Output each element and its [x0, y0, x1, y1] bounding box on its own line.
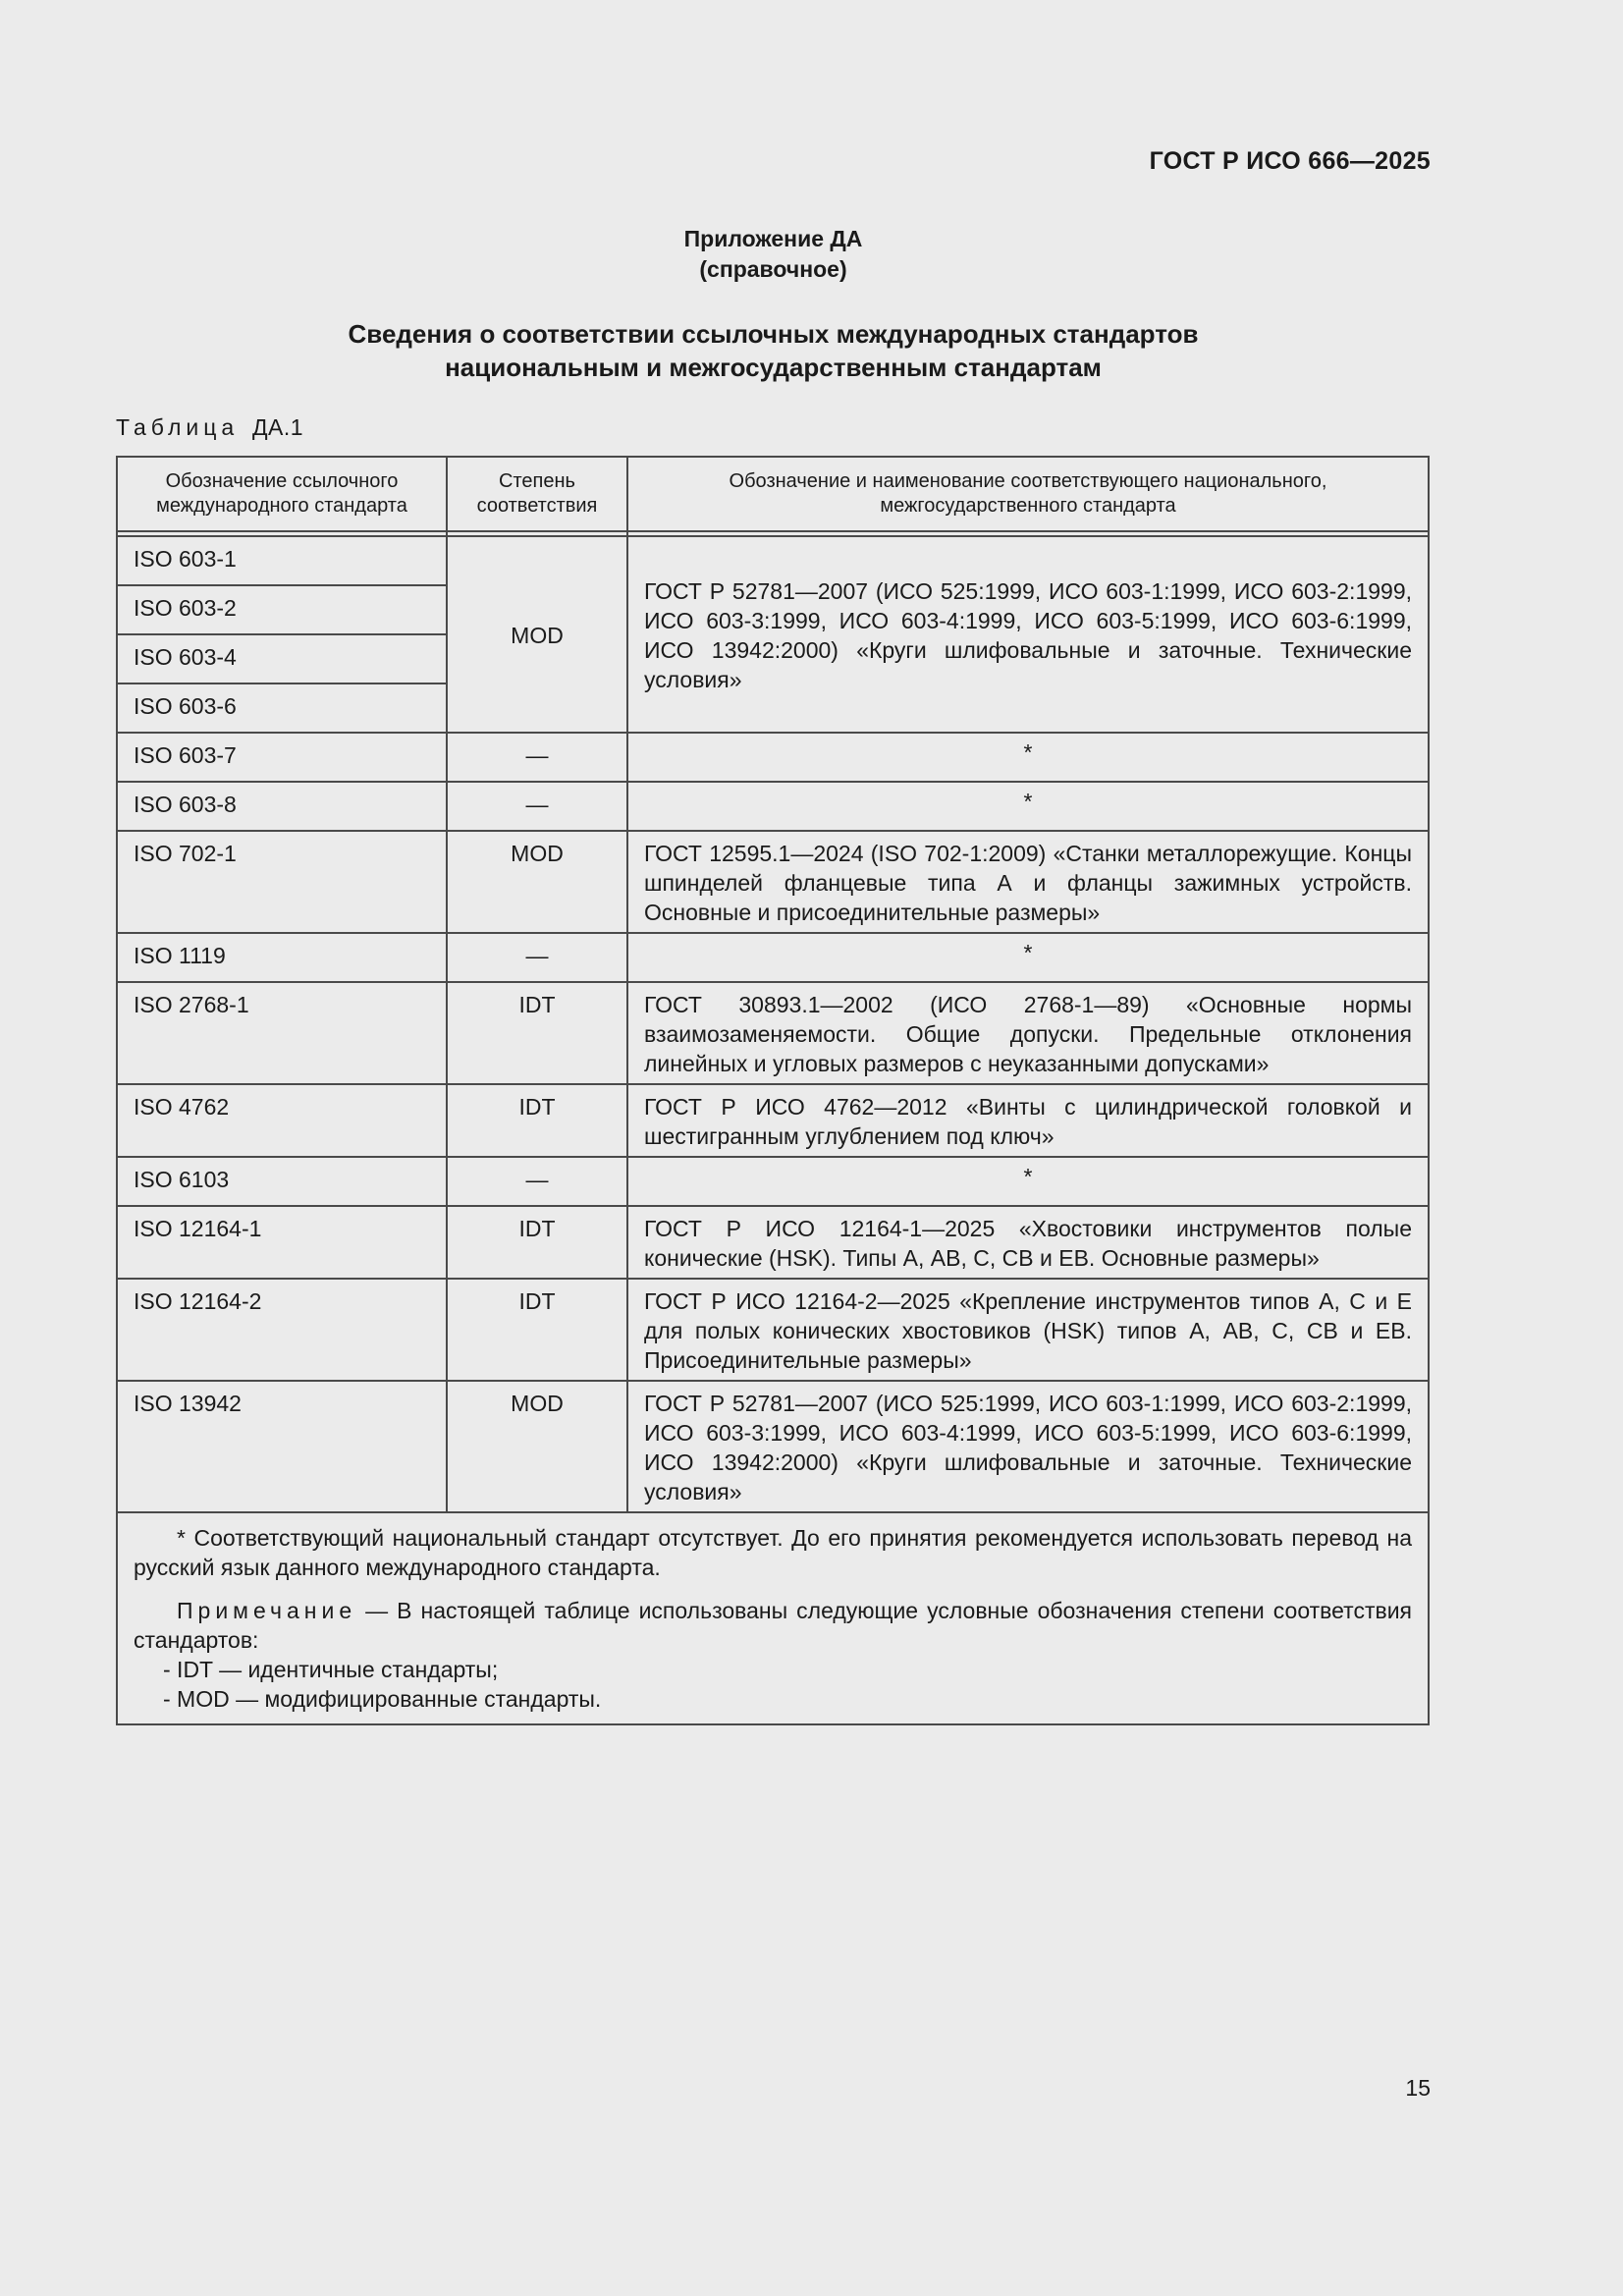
- table-row: [117, 933, 1429, 982]
- row-standard: ГОСТ 30893.1—2002 (ИСО 2768-1—89) «Основные нормы взаимозаменяемости. Общие допуски. Предельные отклонения линейных и угловых размеров с неуказанными допусками»: [627, 982, 1429, 1084]
- note-item: - MOD — модифицированные стандарты.: [163, 1686, 602, 1712]
- document-designation: ГОСТ Р ИСО 666—2025: [1149, 147, 1431, 175]
- table-caption: [116, 414, 303, 441]
- note-list: [134, 1655, 1412, 1714]
- table-caption-word: Таблица: [116, 414, 240, 440]
- table-row: [117, 1381, 1429, 1512]
- table-row: [117, 536, 1429, 585]
- table-row: [117, 1206, 1429, 1279]
- row-code: ISO 12164-2: [117, 1279, 447, 1381]
- footnote-text: * Соответствующий национальный стандарт отсутствует. До его принятия рекомендуется использовать перевод на русский язык данного международного стандарта.: [134, 1525, 1412, 1580]
- row-degree: —: [447, 733, 627, 782]
- row-degree: —: [447, 933, 627, 982]
- table-header-row: [117, 457, 1429, 531]
- row-code: ISO 6103: [117, 1157, 447, 1206]
- table-footnote-row: [117, 1512, 1429, 1724]
- table-row: [117, 782, 1429, 831]
- row-standard: *: [627, 782, 1429, 831]
- note-body: — В настоящей таблице использованы следующие условные обозначения степени соответствия стандартов:: [134, 1598, 1412, 1653]
- header-degree: Степень соответствия: [447, 457, 627, 531]
- row-degree: IDT: [447, 1084, 627, 1157]
- row-degree: IDT: [447, 982, 627, 1084]
- row-code: ISO 603-1: [117, 536, 447, 585]
- row-code: ISO 603-2: [117, 585, 447, 634]
- row-code: ISO 603-6: [117, 683, 447, 733]
- correspondence-table: [116, 456, 1430, 1725]
- table-row: [117, 831, 1429, 933]
- row-degree: MOD: [447, 1381, 627, 1512]
- row-degree: IDT: [447, 1206, 627, 1279]
- appendix-heading: [0, 224, 1546, 285]
- row-code: ISO 1119: [117, 933, 447, 982]
- table-row: [117, 1157, 1429, 1206]
- row-code: ISO 603-7: [117, 733, 447, 782]
- row-code: ISO 2768-1: [117, 982, 447, 1084]
- section-title-line-2: национальным и межгосударственным стандартам: [445, 353, 1102, 382]
- table-row: [117, 982, 1429, 1084]
- section-title: [0, 317, 1546, 384]
- table-row: [117, 1084, 1429, 1157]
- row-degree: —: [447, 782, 627, 831]
- row-standard: *: [627, 933, 1429, 982]
- row-standard: ГОСТ Р 52781—2007 (ИСО 525:1999, ИСО 603-1:1999, ИСО 603-2:1999, ИСО 603-3:1999, ИСО 603-4:1999, ИСО 603-5:1999, ИСО 603-6:1999, ИСО 13942:2000) «Круги шлифовальные и заточные. Технические условия»: [627, 1381, 1429, 1512]
- table-row: [117, 1279, 1429, 1381]
- row-code: ISO 603-4: [117, 634, 447, 683]
- page-number: 15: [1405, 2075, 1431, 2101]
- row-standard: ГОСТ Р ИСО 12164-1—2025 «Хвостовики инструментов полые конические (HSK). Типы А, АВ, С, СВ и ЕВ. Основные размеры»: [627, 1206, 1429, 1279]
- row-standard: ГОСТ Р 52781—2007 (ИСО 525:1999, ИСО 603-1:1999, ИСО 603-2:1999, ИСО 603-3:1999, ИСО 603-4:1999, ИСО 603-5:1999, ИСО 603-6:1999, ИСО 13942:2000) «Круги шлифовальные и заточные. Технические условия»: [627, 536, 1429, 733]
- note-item: - IDT — идентичные стандарты;: [163, 1657, 499, 1682]
- row-degree: MOD: [447, 831, 627, 933]
- table-footnote-cell: [117, 1512, 1429, 1724]
- appendix-subtitle: (справочное): [699, 256, 847, 282]
- row-standard: ГОСТ Р ИСО 12164-2—2025 «Крепление инструментов типов А, С и Е для полых конических хвостовиков (HSK) типов А, АВ, С, СВ и ЕВ. Присоединительные размеры»: [627, 1279, 1429, 1381]
- row-code: ISO 603-8: [117, 782, 447, 831]
- header-national-standard: Обозначение и наименование соответствующего национального, межгосударственного стандарта: [627, 457, 1429, 531]
- row-code: ISO 702-1: [117, 831, 447, 933]
- row-degree: IDT: [447, 1279, 627, 1381]
- row-degree: MOD: [447, 536, 627, 733]
- section-title-line-1: Сведения о соответствии ссылочных международных стандартов: [348, 319, 1199, 349]
- row-code: ISO 4762: [117, 1084, 447, 1157]
- header-reference-standard: Обозначение ссылочного международного стандарта: [117, 457, 447, 531]
- note-text: [134, 1596, 1412, 1655]
- note-label: Примечание: [177, 1598, 357, 1623]
- appendix-title: Приложение ДА: [683, 226, 863, 251]
- table-row: [117, 733, 1429, 782]
- row-standard: *: [627, 733, 1429, 782]
- row-code: ISO 12164-1: [117, 1206, 447, 1279]
- row-degree: —: [447, 1157, 627, 1206]
- row-code: ISO 13942: [117, 1381, 447, 1512]
- row-standard: ГОСТ 12595.1—2024 (ISO 702-1:2009) «Станки металлорежущие. Концы шпинделей фланцевые типа А и фланцы зажимных устройств. Основные и присоединительные размеры»: [627, 831, 1429, 933]
- table-caption-id: ДА.1: [251, 414, 304, 440]
- row-standard: ГОСТ Р ИСО 4762—2012 «Винты с цилиндрической головкой и шестигранным углублением под ключ»: [627, 1084, 1429, 1157]
- row-standard: *: [627, 1157, 1429, 1206]
